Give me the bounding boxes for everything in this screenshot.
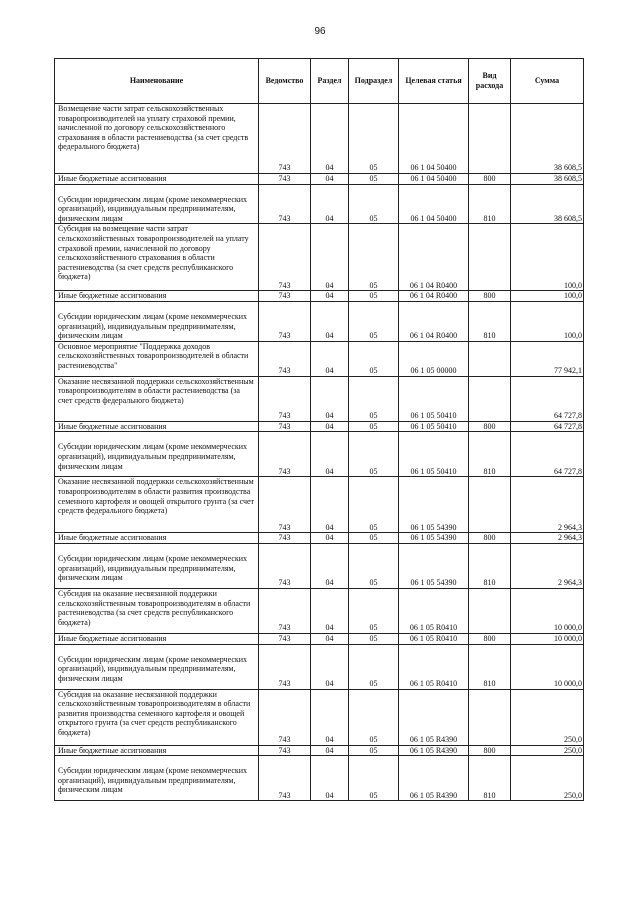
cell-name: Субсидии юридическим лицам (кроме некоммерческих организаций), индивидуальным предпринимателям, физическим лицам [55,644,259,689]
cell-subsection: 05 [349,689,399,745]
cell-target-article: 06 1 05 R0410 [399,644,469,689]
cell-expense-type: 800 [469,533,511,544]
cell-name: Иные бюджетные ассигнования [55,291,259,302]
cell-target-article: 06 1 05 R4390 [399,745,469,756]
cell-sum: 38 608,5 [511,184,584,224]
cell-sum: 10 000,0 [511,644,584,689]
cell-sum: 100,0 [511,291,584,302]
cell-section: 04 [311,745,349,756]
header-subsection: Подраздел [349,59,399,104]
table-row [55,421,584,432]
header-department: Ведомство [259,59,311,104]
cell-name: Субсидии юридическим лицам (кроме некоммерческих организаций), индивидуальным предпринимателям, физическим лицам [55,301,259,341]
cell-section: 04 [311,432,349,477]
cell-target-article: 06 1 05 R4390 [399,689,469,745]
cell-target-article: 06 1 05 R0410 [399,633,469,644]
cell-target-article: 06 1 05 00000 [399,341,469,376]
cell-name: Субсидия на оказание несвязанной поддержки сельскохозяйственным товаропроизводителям в области развития производства семенного картофеля и овощей открытого грунта (за счет средств республиканского бюджета) [55,689,259,745]
cell-sum: 38 608,5 [511,104,584,174]
cell-subsection: 05 [349,533,399,544]
cell-subsection: 05 [349,644,399,689]
table-row [55,633,584,644]
cell-department: 743 [259,633,311,644]
cell-name: Субсидия на оказание несвязанной поддержки сельскохозяйственным товаропроизводителям в области растениеводства (за счет средств республиканского бюджета) [55,588,259,633]
table-row [55,533,584,544]
cell-section: 04 [311,756,349,801]
table-row [55,432,584,477]
cell-target-article: 06 1 04 R0400 [399,301,469,341]
cell-sum: 250,0 [511,689,584,745]
cell-name: Основное мероприятие "Поддержка доходов сельскохозяйственных товаропроизводителей в области растениеводства" [55,341,259,376]
header-name: Наименование [55,59,259,104]
cell-target-article: 06 1 05 54390 [399,543,469,588]
cell-expense-type [469,588,511,633]
cell-sum: 64 727,8 [511,421,584,432]
cell-expense-type: 810 [469,301,511,341]
cell-target-article: 06 1 04 R0400 [399,224,469,291]
cell-target-article: 06 1 04 50400 [399,174,469,185]
cell-department: 743 [259,341,311,376]
cell-expense-type [469,224,511,291]
table-row [55,689,584,745]
cell-expense-type [469,689,511,745]
cell-subsection: 05 [349,588,399,633]
header-expense-type: Вид расхода [469,59,511,104]
header-section: Раздел [311,59,349,104]
table-row [55,184,584,224]
cell-name: Субсидии юридическим лицам (кроме некоммерческих организаций), индивидуальным предпринимателям, физическим лицам [55,432,259,477]
cell-target-article: 06 1 05 54390 [399,477,469,533]
cell-section: 04 [311,301,349,341]
cell-section: 04 [311,291,349,302]
cell-sum: 2 964,3 [511,533,584,544]
table-header-row [55,59,584,104]
table-row [55,543,584,588]
cell-subsection: 05 [349,543,399,588]
cell-target-article: 06 1 05 54390 [399,533,469,544]
cell-subsection: 05 [349,745,399,756]
cell-expense-type: 800 [469,421,511,432]
cell-subsection: 05 [349,301,399,341]
cell-section: 04 [311,533,349,544]
cell-department: 743 [259,432,311,477]
cell-sum: 250,0 [511,756,584,801]
cell-name: Субсидии юридическим лицам (кроме некоммерческих организаций), индивидуальным предпринимателям, физическим лицам [55,543,259,588]
cell-target-article: 06 1 05 R4390 [399,756,469,801]
table-row [55,224,584,291]
cell-section: 04 [311,224,349,291]
table-row [55,745,584,756]
cell-subsection: 05 [349,104,399,174]
cell-target-article: 06 1 05 50410 [399,421,469,432]
cell-subsection: 05 [349,341,399,376]
page-number: 96 [314,26,326,37]
cell-subsection: 05 [349,756,399,801]
cell-section: 04 [311,543,349,588]
cell-name: Субсидии юридическим лицам (кроме некоммерческих организаций), индивидуальным предпринимателям, физическим лицам [55,184,259,224]
header-target-article: Целевая статья [399,59,469,104]
cell-target-article: 06 1 04 R0400 [399,291,469,302]
table-row [55,104,584,174]
cell-department: 743 [259,689,311,745]
cell-section: 04 [311,477,349,533]
cell-target-article: 06 1 05 50410 [399,376,469,421]
cell-target-article: 06 1 04 50400 [399,104,469,174]
cell-subsection: 05 [349,376,399,421]
cell-department: 743 [259,756,311,801]
cell-section: 04 [311,421,349,432]
cell-name: Иные бюджетные ассигнования [55,745,259,756]
cell-expense-type: 800 [469,633,511,644]
cell-sum: 64 727,8 [511,432,584,477]
cell-expense-type: 800 [469,745,511,756]
cell-section: 04 [311,341,349,376]
cell-subsection: 05 [349,224,399,291]
cell-department: 743 [259,588,311,633]
cell-section: 04 [311,184,349,224]
cell-name: Оказание несвязанной поддержки сельскохозяйственным товаропроизводителям в области растениеводства (за счет средств федерального бюджета) [55,376,259,421]
cell-name: Иные бюджетные ассигнования [55,533,259,544]
cell-section: 04 [311,644,349,689]
cell-expense-type: 810 [469,432,511,477]
cell-sum: 77 942,1 [511,341,584,376]
cell-target-article: 06 1 05 R0410 [399,588,469,633]
cell-department: 743 [259,543,311,588]
cell-sum: 100,0 [511,224,584,291]
cell-section: 04 [311,689,349,745]
cell-target-article: 06 1 05 50410 [399,432,469,477]
cell-name: Иные бюджетные ассигнования [55,421,259,432]
cell-department: 743 [259,533,311,544]
cell-section: 04 [311,588,349,633]
cell-name: Иные бюджетные ассигнования [55,174,259,185]
cell-department: 743 [259,184,311,224]
table-row [55,376,584,421]
cell-department: 743 [259,421,311,432]
cell-expense-type [469,477,511,533]
cell-department: 743 [259,104,311,174]
cell-subsection: 05 [349,174,399,185]
cell-sum: 38 608,5 [511,174,584,185]
header-sum: Сумма [511,59,584,104]
cell-expense-type [469,376,511,421]
cell-sum: 250,0 [511,745,584,756]
table-row [55,477,584,533]
cell-department: 743 [259,376,311,421]
cell-section: 04 [311,104,349,174]
cell-subsection: 05 [349,291,399,302]
table-row [55,291,584,302]
cell-expense-type: 810 [469,543,511,588]
cell-subsection: 05 [349,432,399,477]
cell-department: 743 [259,301,311,341]
cell-expense-type: 810 [469,644,511,689]
cell-expense-type [469,104,511,174]
cell-department: 743 [259,224,311,291]
cell-target-article: 06 1 04 50400 [399,184,469,224]
cell-department: 743 [259,174,311,185]
budget-table [54,58,584,801]
cell-sum: 2 964,3 [511,543,584,588]
cell-department: 743 [259,644,311,689]
cell-sum: 2 964,3 [511,477,584,533]
table-row [55,301,584,341]
cell-subsection: 05 [349,421,399,432]
cell-name: Субсидия на возмещение части затрат сельскохозяйственных товаропроизводителей на уплату страховой премии, начисленной по договору сельскохозяйственного страхования в области растениеводства (за счет средств республиканского бюджета) [55,224,259,291]
table-row [55,644,584,689]
cell-department: 743 [259,291,311,302]
cell-sum: 100,0 [511,301,584,341]
cell-subsection: 05 [349,184,399,224]
cell-sum: 64 727,8 [511,376,584,421]
cell-expense-type: 800 [469,291,511,302]
cell-name: Иные бюджетные ассигнования [55,633,259,644]
cell-expense-type: 810 [469,756,511,801]
table-row [55,341,584,376]
cell-name: Субсидии юридическим лицам (кроме некоммерческих организаций), индивидуальным предпринимателям, физическим лицам [55,756,259,801]
cell-section: 04 [311,174,349,185]
cell-department: 743 [259,477,311,533]
cell-subsection: 05 [349,633,399,644]
table-row [55,756,584,801]
table-body [55,104,584,801]
cell-expense-type: 810 [469,184,511,224]
cell-expense-type: 800 [469,174,511,185]
cell-sum: 10 000,0 [511,633,584,644]
cell-department: 743 [259,745,311,756]
table-row [55,588,584,633]
cell-name: Оказание несвязанной поддержки сельскохозяйственным товаропроизводителям в области развития производства семенного картофеля и овощей открытого грунта (за счет средств федерального бюджета) [55,477,259,533]
table-row [55,174,584,185]
cell-section: 04 [311,633,349,644]
cell-subsection: 05 [349,477,399,533]
cell-name: Возмещение части затрат сельскохозяйственных товаропроизводителей на уплату страховой премии, начисленной по договору сельскохозяйственного страхования в области растениеводства (за счет средств федерального бюджета) [55,104,259,174]
cell-section: 04 [311,376,349,421]
cell-sum: 10 000,0 [511,588,584,633]
cell-expense-type [469,341,511,376]
